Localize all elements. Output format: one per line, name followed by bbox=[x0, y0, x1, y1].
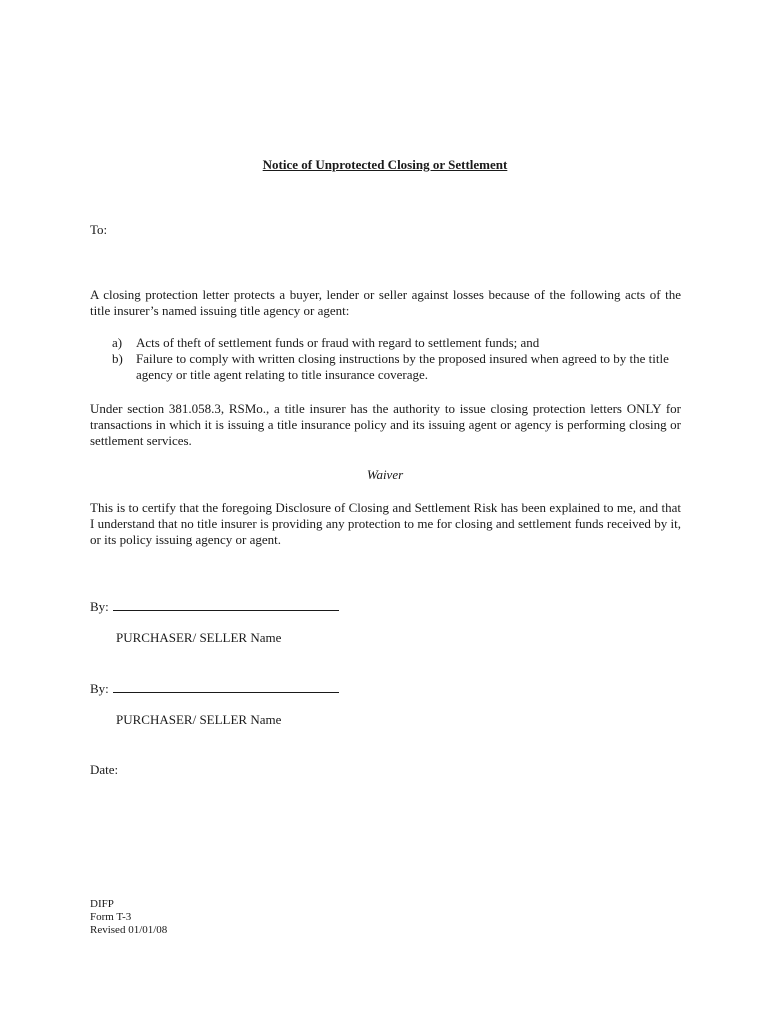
statute-paragraph: Under section 381.058.3, RSMo., a title insurer has the authority to issue closing protection letters ONLY for transactions in which it is issuing a title insurance policy and its issuing agent or agency is performing closing or settlement services. bbox=[90, 401, 681, 448]
purchaser-seller-name-label: PURCHASER/ SELLER Name bbox=[116, 712, 282, 727]
form-footer bbox=[90, 898, 167, 937]
by-label: By: bbox=[90, 599, 109, 614]
acts-list bbox=[112, 335, 681, 383]
purchaser-seller-name-label: PURCHASER/ SELLER Name bbox=[116, 630, 282, 645]
list-item bbox=[112, 351, 681, 383]
signature-line[interactable] bbox=[113, 680, 339, 693]
signature-line[interactable] bbox=[113, 598, 339, 611]
list-item bbox=[112, 335, 681, 351]
footer-revised-date: Revised 01/01/08 bbox=[90, 924, 168, 936]
document-title: Notice of Unprotected Closing or Settlement bbox=[262, 157, 508, 172]
by-label: By: bbox=[90, 681, 109, 696]
list-item-text: Acts of theft of settlement funds or fraud with regard to settlement funds; and bbox=[136, 335, 540, 350]
intro-paragraph: A closing protection letter protects a buyer, lender or seller against losses because of the following acts of the title insurer’s named issuing title agency or agent: bbox=[90, 287, 681, 318]
signature-block-1 bbox=[90, 598, 339, 615]
date-label: Date: bbox=[90, 762, 119, 777]
footer-agency: DIFP bbox=[90, 898, 114, 910]
waiver-heading: Waiver bbox=[366, 467, 404, 482]
list-marker: a) bbox=[112, 335, 123, 350]
to-label: To: bbox=[90, 222, 108, 237]
list-item-text: Failure to comply with written closing instructions by the proposed insured when agreed to by the title agency or title agent relating to title insurance coverage. bbox=[136, 351, 669, 382]
certification-paragraph: This is to certify that the foregoing Disclosure of Closing and Settlement Risk has been explained to me, and that I understand that no title insurer is providing any protection to me for closing and settlement funds received by it, or its policy issuing agency or agent. bbox=[90, 500, 681, 547]
list-marker: b) bbox=[112, 351, 123, 366]
signature-block-2 bbox=[90, 680, 339, 697]
footer-form-number: Form T-3 bbox=[90, 911, 132, 923]
